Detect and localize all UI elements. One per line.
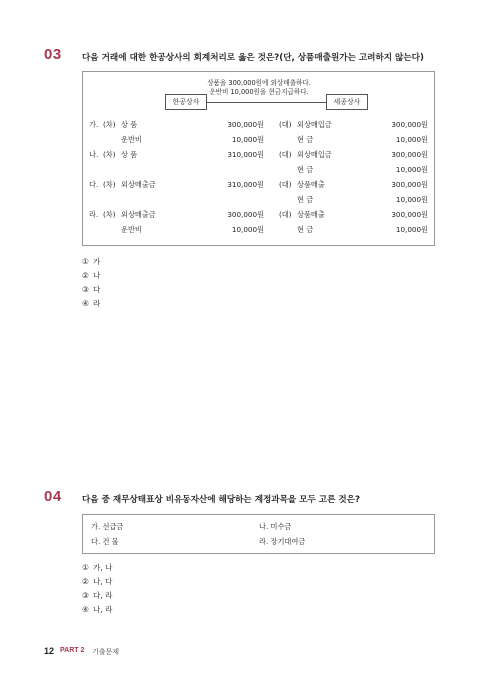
option-ga: 가. 선급금 (91, 522, 124, 531)
question-text-04: 다음 중 재무상태표상 비유동자산에 해당하는 계정과목을 모두 고른 것은? (82, 495, 360, 505)
entry-damt: 300,000원 (227, 120, 264, 129)
entry-camt: 300,000원 (391, 180, 428, 189)
entry-dacc: 외상매출금 (121, 180, 156, 189)
entry-label: 라. (89, 210, 99, 219)
entry-dr: (차) (103, 120, 116, 129)
entry-cacc: 현 금 (297, 165, 314, 174)
entry-dacc: 상 품 (121, 120, 138, 129)
entry-camt: 10,000원 (395, 165, 428, 174)
entry-dr: (차) (103, 180, 116, 189)
answer-choice[interactable] (82, 590, 113, 601)
journal-entry-row (83, 135, 434, 146)
entry-damt: 310,000원 (227, 150, 264, 159)
entry-damt: 10,000원 (231, 135, 264, 144)
entry-label: 나. (89, 150, 99, 159)
journal-entry-row (83, 195, 434, 206)
choice-marker: ② (82, 577, 89, 586)
journal-entry-row (83, 180, 434, 191)
choice-text: 나, 다 (93, 577, 113, 586)
question-04-box (82, 514, 435, 554)
question-03-box (82, 71, 435, 246)
entry-dacc: 상 품 (121, 150, 138, 159)
diagram-right-party: 세종상사 (326, 94, 368, 110)
footer-part-label: PART 2 (60, 647, 85, 654)
choice-text: 나 (93, 271, 101, 280)
entry-cacc: 상품매출 (297, 210, 325, 219)
entry-camt: 10,000원 (395, 225, 428, 234)
entry-dr: (차) (103, 150, 116, 159)
entry-cr: (대) (279, 180, 292, 189)
journal-entry-row (83, 165, 434, 176)
journal-entry-row (83, 210, 434, 221)
entry-cacc: 외상매입금 (297, 150, 332, 159)
entry-cacc: 현 금 (297, 225, 314, 234)
choice-marker: ③ (82, 591, 89, 600)
entry-damt: 10,000원 (231, 225, 264, 234)
entry-camt: 300,000원 (391, 120, 428, 129)
question-text-03: 다음 거래에 대한 한공상사의 회계처리로 옳은 것은?(단, 상품매출원가는 고려하지 않는다) (82, 53, 424, 63)
page-number: 12 (44, 646, 55, 656)
choice-marker: ① (82, 257, 89, 266)
entry-dacc: 운반비 (121, 135, 142, 144)
choice-text: 나, 라 (93, 605, 113, 614)
question-number-03: 03 (44, 46, 62, 63)
choice-text: 다, 라 (93, 591, 113, 600)
entry-dacc: 외상매출금 (121, 210, 156, 219)
journal-entry-row (83, 120, 434, 131)
footer-section-label: 기출문제 (92, 648, 120, 656)
entry-camt: 300,000원 (391, 210, 428, 219)
option-ra: 라. 장기대여금 (259, 537, 306, 546)
answer-choice[interactable] (82, 604, 113, 615)
entry-label: 다. (89, 180, 99, 189)
choice-marker: ③ (82, 285, 89, 294)
choice-text: 라 (93, 299, 101, 308)
diagram-left-party: 한공상사 (165, 94, 207, 110)
diagram-note-line1: 상품을 300,000원에 외상매출하다. (207, 79, 311, 87)
journal-entry-row (83, 225, 434, 236)
entry-camt: 300,000원 (391, 150, 428, 159)
answer-choice[interactable] (82, 256, 100, 267)
choice-text: 가, 나 (93, 563, 113, 572)
entry-cr: (대) (279, 120, 292, 129)
choice-marker: ④ (82, 605, 89, 614)
choice-text: 다 (93, 285, 101, 294)
journal-entry-row (83, 150, 434, 161)
choice-marker: ② (82, 271, 89, 280)
option-da: 다. 건 물 (91, 537, 119, 546)
diagram-connector (206, 102, 326, 103)
answer-choice[interactable] (82, 576, 113, 587)
choice-marker: ④ (82, 299, 89, 308)
question-number-04: 04 (44, 488, 62, 505)
entry-camt: 10,000원 (395, 195, 428, 204)
answer-choice[interactable] (82, 270, 100, 281)
entry-cacc: 상품매출 (297, 180, 325, 189)
entry-damt: 300,000원 (227, 210, 264, 219)
entry-label: 가. (89, 120, 99, 129)
entry-camt: 10,000원 (395, 135, 428, 144)
entry-cacc: 외상매입금 (297, 120, 332, 129)
entry-dr: (차) (103, 210, 116, 219)
entry-cr: (대) (279, 210, 292, 219)
entry-dacc: 운반비 (121, 225, 142, 234)
diagram-note-line2: 운반비 10,000원을 현금지급하다. (209, 88, 309, 96)
answer-choice[interactable] (82, 562, 113, 573)
entry-cr: (대) (279, 150, 292, 159)
answer-choice[interactable] (82, 298, 100, 309)
choice-marker: ① (82, 563, 89, 572)
choice-text: 가 (93, 257, 101, 266)
option-na: 나. 미수금 (259, 522, 292, 531)
answer-choice[interactable] (82, 284, 100, 295)
entry-cacc: 현 금 (297, 195, 314, 204)
entry-cacc: 현 금 (297, 135, 314, 144)
entry-damt: 310,000원 (227, 180, 264, 189)
